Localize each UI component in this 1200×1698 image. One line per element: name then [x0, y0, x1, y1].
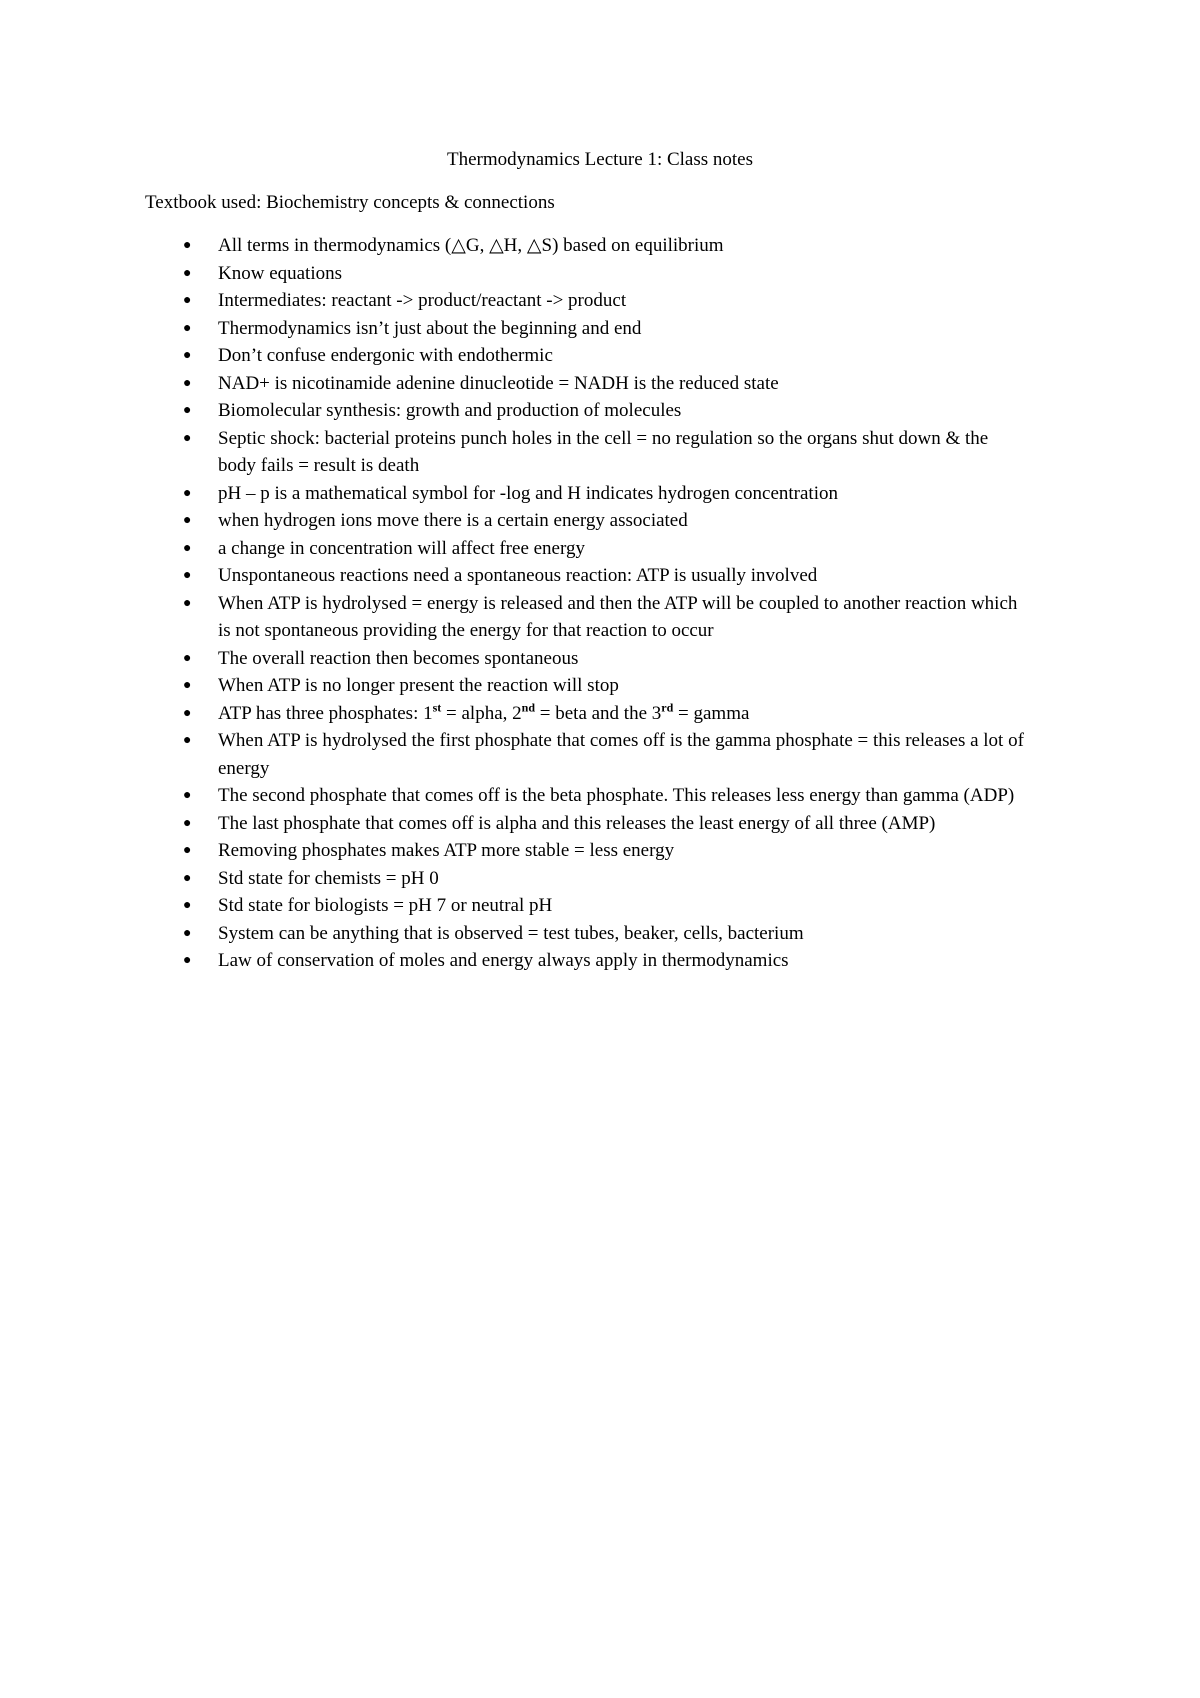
note-item: [0, 727, 1200, 782]
note-text: When ATP is no longer present the reaction will stop: [218, 675, 619, 696]
note-item: [0, 425, 1200, 480]
notes-list: [0, 232, 1200, 975]
bullet-icon: ●: [183, 513, 192, 528]
bullet-icon: ●: [183, 705, 192, 721]
note-item: [0, 315, 1200, 343]
note-item: [0, 837, 1200, 865]
document-title: Thermodynamics Lecture 1: Class notes: [446, 149, 754, 170]
note-item: [0, 892, 1200, 920]
bullet-icon: ●: [183, 320, 192, 336]
note-text: when hydrogen ions move there is a certain energy associated: [218, 510, 688, 531]
bullet-icon: ●: [183, 898, 192, 913]
note-text: Law of conservation of moles and energy always apply in thermodynamics: [218, 950, 789, 971]
bullet-icon: ●: [183, 788, 192, 803]
note-text: When ATP is hydrolysed the first phosphate that comes off is the gamma phosphate = this releases a lot of energy: [218, 730, 1024, 779]
note-text: pH – p is a mathematical symbol for -log and H indicates hydrogen concentration: [218, 482, 838, 504]
note-item: [0, 370, 1200, 398]
bullet-icon: ●: [183, 238, 192, 253]
note-text: Std state for chemists = pH 0: [218, 867, 439, 889]
bullet-icon: ●: [183, 485, 192, 501]
note-item: [0, 480, 1200, 508]
note-text: Don’t confuse endergonic with endothermic: [218, 345, 553, 366]
note-text: System can be anything that is observed = test tubes, beaker, cells, bacterium: [218, 922, 804, 944]
note-item: [0, 397, 1200, 425]
note-text: Biomolecular synthesis: growth and production of molecules: [218, 400, 682, 421]
bullet-icon: ●: [183, 678, 192, 693]
note-item: [0, 260, 1200, 288]
bullet-icon: ●: [183, 540, 192, 556]
note-item: [0, 535, 1200, 563]
note-item: [0, 287, 1200, 315]
textbook-line: Textbook used: Biochemistry concepts & connections: [145, 192, 555, 213]
bullet-icon: ●: [183, 953, 192, 968]
bullet-icon: ●: [183, 815, 192, 831]
note-item: [0, 232, 1200, 260]
note-item: [0, 590, 1200, 645]
bullet-icon: ●: [183, 733, 192, 748]
note-text: a change in concentration will affect free energy: [218, 537, 585, 559]
note-text: NAD+ is nicotinamide adenine dinucleotide = NADH is the reduced state: [218, 372, 779, 394]
bullet-icon: ●: [183, 595, 192, 611]
note-item: [0, 865, 1200, 893]
note-text: ATP has three phosphates: 1st = alpha, 2nd = beta and the 3rd = gamma: [218, 700, 750, 724]
note-text: Know equations: [218, 262, 343, 284]
note-item: [0, 947, 1200, 975]
note-text: Unspontaneous reactions need a spontaneous reaction: ATP is usually involved: [218, 565, 818, 586]
note-item: [0, 920, 1200, 948]
note-text: Intermediates: reactant -> product/reactant -> product: [218, 290, 627, 311]
note-text: When ATP is hydrolysed = energy is released and then the ATP will be coupled to another reaction which is not spontaneous providing the energy for that reaction to occur: [218, 592, 1018, 641]
note-text: Septic shock: bacterial proteins punch holes in the cell = no regulation so the organs shut down & the body fails = result is death: [218, 427, 989, 476]
note-item: [0, 507, 1200, 535]
bullet-icon: ●: [183, 403, 192, 418]
bullet-icon: ●: [183, 568, 192, 583]
bullet-icon: ●: [183, 925, 192, 941]
bullet-icon: ●: [183, 843, 192, 858]
note-text: The last phosphate that comes off is alpha and this releases the least energy of all three (AMP): [218, 812, 936, 834]
note-text: Thermodynamics isn’t just about the beginning and end: [218, 317, 642, 339]
bullet-icon: ●: [183, 375, 192, 391]
note-item: [0, 672, 1200, 700]
bullet-icon: ●: [183, 650, 192, 666]
bullet-icon: ●: [183, 870, 192, 886]
note-item: [0, 810, 1200, 838]
note-text: All terms in thermodynamics (△G, △H, △S) based on equilibrium: [218, 235, 724, 256]
note-item: [0, 700, 1200, 728]
bullet-icon: ●: [183, 293, 192, 308]
bullet-icon: ●: [183, 430, 192, 446]
note-item: [0, 782, 1200, 810]
note-item: [0, 645, 1200, 673]
note-text: Std state for biologists = pH 7 or neutral pH: [218, 895, 553, 916]
note-item: [0, 562, 1200, 590]
note-text: Removing phosphates makes ATP more stable = less energy: [218, 840, 675, 861]
note-text: The overall reaction then becomes spontaneous: [218, 647, 579, 669]
bullet-icon: ●: [183, 348, 192, 363]
note-text: The second phosphate that comes off is the beta phosphate. This releases less energy than gamma (ADP): [218, 785, 1015, 806]
note-item: [0, 342, 1200, 370]
bullet-icon: ●: [183, 265, 192, 281]
